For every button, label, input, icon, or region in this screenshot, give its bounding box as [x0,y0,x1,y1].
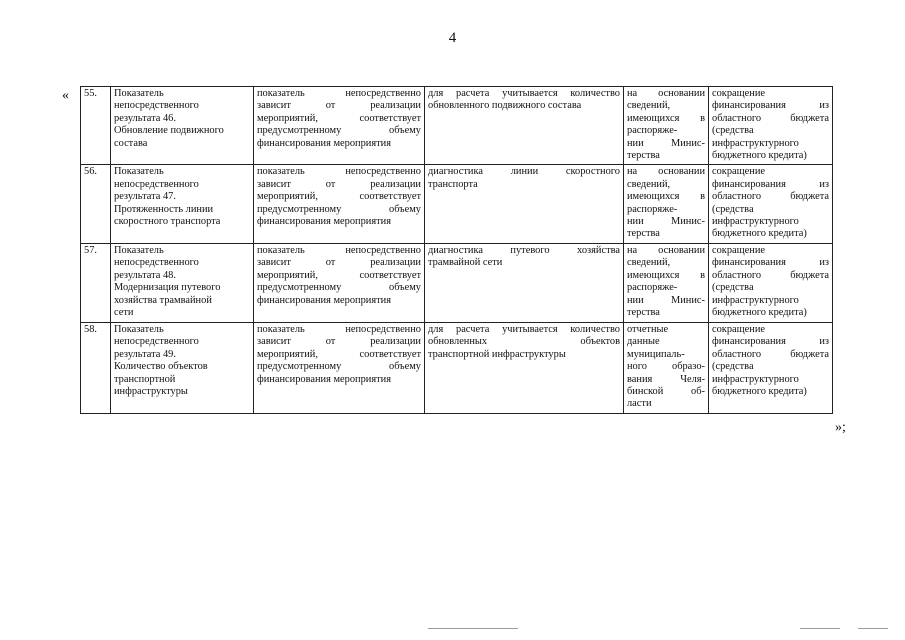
indicator-line: Показатель [114,244,164,256]
indicator-line: результата 49. [114,348,176,360]
scan-artifact [428,628,518,629]
source-line: ласти [627,398,652,410]
row-number: 56. [84,166,97,178]
source-line: сведений, [627,257,671,269]
indicator-line: результата 46. [114,112,176,124]
dependency-line: предусмотренному объему [257,361,421,373]
row-number: 58. [84,323,97,335]
effect-cell [709,243,833,322]
table-row [81,243,833,322]
dependency-line: зависит от реализации [257,100,421,112]
table-row [81,165,833,243]
source-line: муниципаль- [627,348,685,360]
effect-cell [709,87,833,165]
dependency-cell [254,165,425,243]
effect-line: областного бюджета [712,191,829,203]
effect-line: инфраструктурного [712,137,799,149]
source-line: сведений, [627,100,671,112]
dependency-line: показатель непосредственно [257,166,421,178]
source-line: отчетные [627,323,669,335]
indicator-line: Протяженность линии [114,203,214,215]
dependency-line: финансирования мероприятия [257,373,392,385]
dependency-line: финансирования мероприятия [257,137,392,149]
indicator-line: Показатель [114,88,164,99]
calculation-line: обновленных объектов [428,336,620,348]
effect-line: бюджетного кредита) [712,306,807,318]
indicator-line: Показатель [114,166,164,178]
source-line: распоряже- [627,125,678,137]
indicator-line: сети [114,306,134,318]
calculation-cell [425,243,624,322]
indicator-line: Обновление подвижного [114,125,224,137]
indicator-line: Количество объектов [114,361,208,373]
indicator-line: непосредственного [114,336,199,348]
effect-line: инфраструктурного [712,216,799,228]
dependency-cell [254,322,425,413]
dependency-line: мероприятий, соответствует [257,112,421,124]
calculation-cell [425,322,624,413]
effect-line: (средства [712,361,754,373]
indicator-cell [111,87,254,165]
source-line: нии Минис- [627,216,705,228]
row-number-cell [81,165,111,243]
source-line: данные [627,336,660,348]
effect-line: сокращение [712,166,766,178]
effect-cell [709,322,833,413]
dependency-line: предусмотренному объему [257,282,421,294]
row-number: 57. [84,244,97,256]
source-line: бинской об- [627,385,705,397]
opening-quote-mark: « [62,88,69,103]
indicators-table [80,86,833,414]
dependency-cell [254,243,425,322]
indicator-line: Показатель [114,323,164,335]
effect-line: сокращение [712,323,766,335]
source-line: распоряже- [627,282,678,294]
indicator-line: непосредственного [114,100,199,112]
table-row [81,322,833,413]
dependency-line: предусмотренному объему [257,125,421,137]
effect-line: областного бюджета [712,112,829,124]
source-line: вания Челя- [627,373,705,385]
dependency-line: мероприятий, соответствует [257,269,421,281]
effect-line: (средства [712,203,754,215]
page-number: 4 [448,30,457,46]
effect-line: инфраструктурного [712,294,799,306]
dependency-line: мероприятий, соответствует [257,191,421,203]
indicator-line: непосредственного [114,178,199,190]
dependency-cell [254,87,425,165]
indicator-line: хозяйства трамвайной [114,294,212,306]
dependency-line: зависит от реализации [257,336,421,348]
scan-artifact [800,628,840,629]
source-cell [624,165,709,243]
source-line: имеющихся в [627,269,705,281]
effect-line: сокращение [712,244,766,256]
indicator-line: результата 48. [114,269,176,281]
effect-line: бюджетного кредита) [712,228,807,240]
source-line: терства [627,150,660,162]
scan-artifact [858,628,888,629]
dependency-line: финансирования мероприятия [257,294,392,306]
closing-quote-mark: »; [835,420,846,435]
source-line: терства [627,306,660,318]
effect-line: сокращение [712,88,766,99]
source-line: на основании [627,88,705,99]
calculation-line: трамвайной сети [428,257,503,269]
indicator-line: скоростного транспорта [114,216,221,228]
dependency-line: зависит от реализации [257,178,421,190]
effect-line: финансирования из [712,336,829,348]
source-cell [624,322,709,413]
indicator-line: Модернизация путевого [114,282,221,294]
dependency-line: предусмотренному объему [257,203,421,215]
row-number-cell [81,322,111,413]
row-number-cell [81,243,111,322]
source-line: распоряже- [627,203,678,215]
row-number: 55. [84,88,97,99]
dependency-line: показатель непосредственно [257,244,421,256]
dependency-line: показатель непосредственно [257,323,421,335]
source-cell [624,243,709,322]
source-line: сведений, [627,178,671,190]
effect-line: финансирования из [712,257,829,269]
source-line: на основании [627,244,705,256]
calculation-line: для расчета учитывается количество [428,88,620,99]
effect-line: (средства [712,125,754,137]
effect-line: финансирования из [712,178,829,190]
effect-line: (средства [712,282,754,294]
calculation-line: диагностика путевого хозяйства [428,244,620,256]
indicator-line: состава [114,137,148,149]
source-line: нии Минис- [627,137,705,149]
source-line: терства [627,228,660,240]
calculation-line: транспортной инфраструктуры [428,348,566,360]
effect-line: бюджетного кредита) [712,150,807,162]
calculation-line: транспорта [428,178,478,190]
table-body [81,87,833,414]
effect-line: областного бюджета [712,269,829,281]
source-line: имеющихся в [627,112,705,124]
dependency-line: финансирования мероприятия [257,216,392,228]
dependency-line: зависит от реализации [257,257,421,269]
source-cell [624,87,709,165]
calculation-line: для расчета учитывается количество [428,323,620,335]
effect-line: областного бюджета [712,348,829,360]
calculation-cell [425,165,624,243]
table-row [81,87,833,165]
source-line: на основании [627,166,705,178]
row-number-cell [81,87,111,165]
calculation-line: обновленного подвижного состава [428,100,582,112]
calculation-cell [425,87,624,165]
effect-line: бюджетного кредита) [712,385,807,397]
source-line: ного образо- [627,361,705,373]
effect-line: инфраструктурного [712,373,799,385]
indicator-line: инфраструктуры [114,385,188,397]
effect-line: финансирования из [712,100,829,112]
indicator-cell [111,165,254,243]
dependency-line: показатель непосредственно [257,88,421,99]
indicator-line: непосредственного [114,257,199,269]
indicator-cell [111,243,254,322]
calculation-line: диагностика линии скоростного [428,166,620,178]
source-line: имеющихся в [627,191,705,203]
effect-cell [709,165,833,243]
source-line: нии Минис- [627,294,705,306]
indicator-line: транспортной [114,373,176,385]
indicator-line: результата 47. [114,191,176,203]
indicator-cell [111,322,254,413]
dependency-line: мероприятий, соответствует [257,348,421,360]
